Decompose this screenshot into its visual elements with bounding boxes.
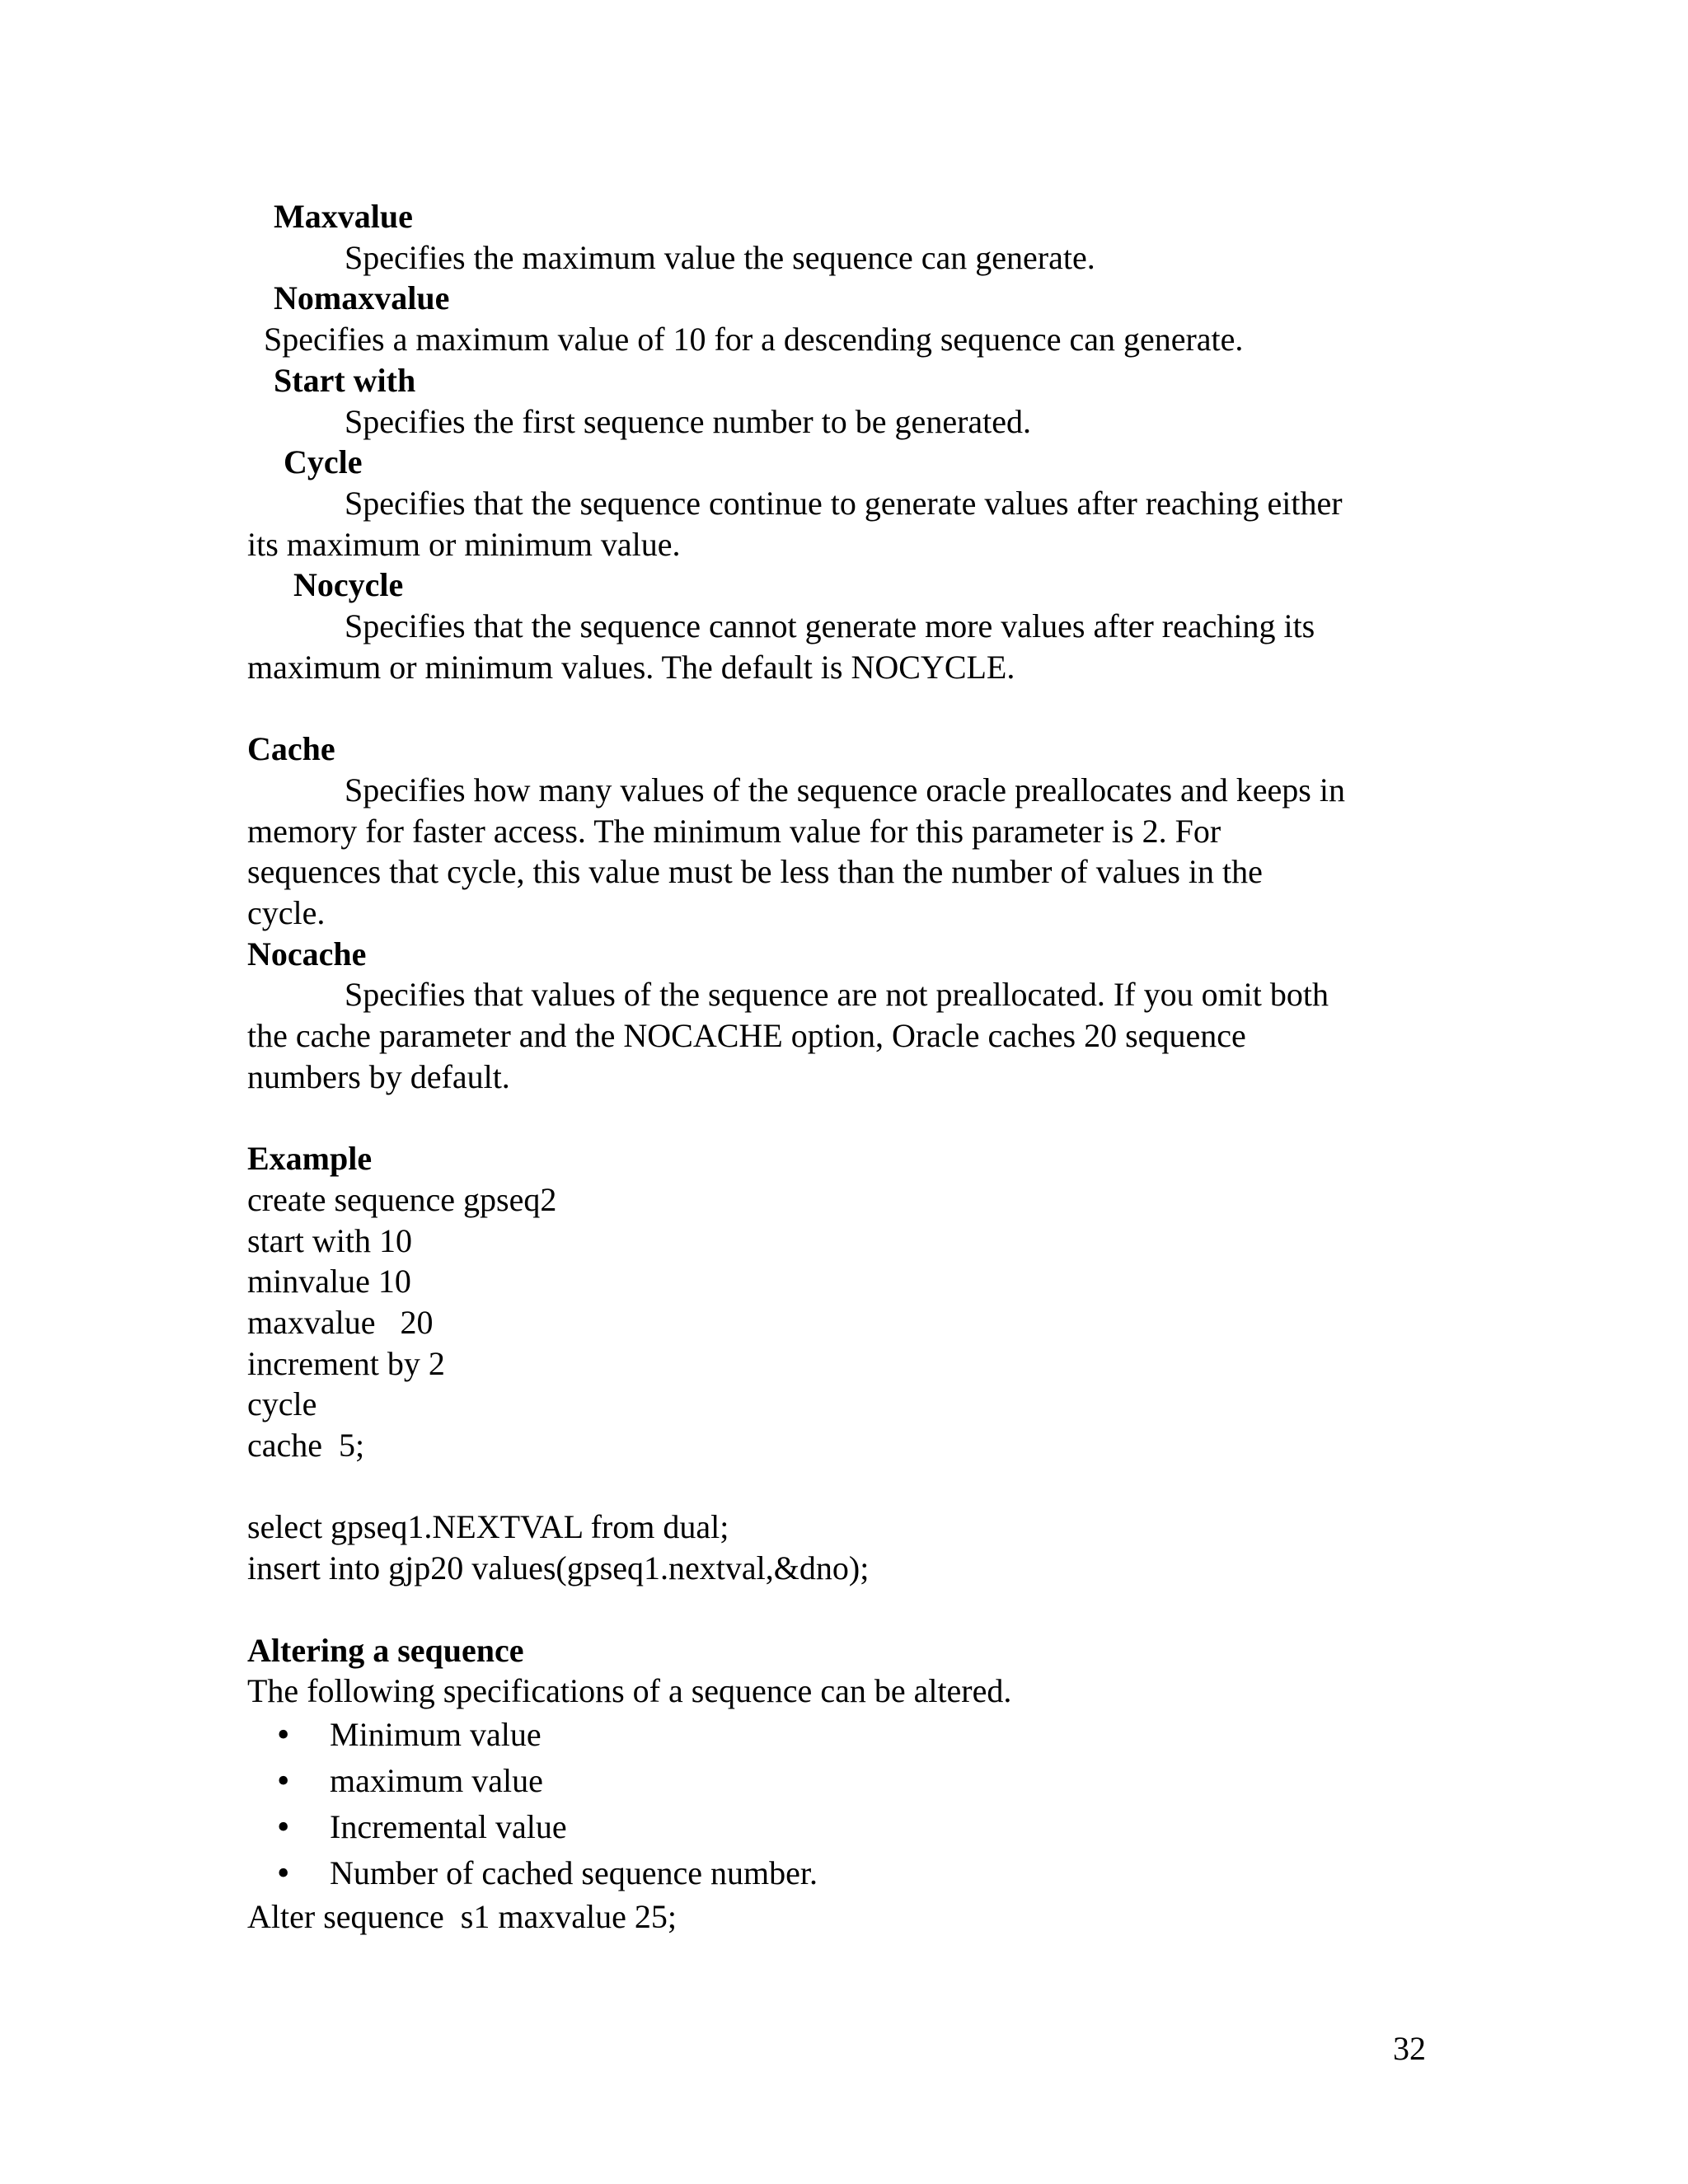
example-code-line: create sequence gpseq2: [247, 1180, 557, 1218]
altering-intro: The following specifications of a sequence can be altered.: [247, 1672, 1012, 1710]
nomaxvalue-heading: Nomaxvalue: [274, 279, 450, 317]
cache-heading: Cache: [247, 730, 335, 768]
insert-query: insert into gjp20 values(gpseq1.nextval,&dno);: [247, 1549, 870, 1587]
nocycle-description-line1: Specifies that the sequence cannot generate more values after reaching its: [345, 607, 1315, 645]
cycle-description-line2: its maximum or minimum value.: [247, 525, 681, 563]
nocache-description-line2: the cache parameter and the NOCACHE option, Oracle caches 20 sequence: [247, 1017, 1246, 1055]
example-code-line: cache 5;: [247, 1427, 365, 1465]
cache-description-line1: Specifies how many values of the sequence oracle preallocates and keeps in: [345, 771, 1345, 808]
spacer: [247, 1466, 1434, 1507]
nocycle-description-line2: maximum or minimum values. The default is NOCYCLE.: [247, 648, 1015, 686]
spacer: [247, 1097, 1434, 1138]
start-with-heading: Start with: [274, 361, 416, 399]
list-item: • Minimum value: [247, 1712, 1434, 1758]
alter-statement: Alter sequence s1 maxvalue 25;: [247, 1897, 677, 1935]
cache-description-line4: cycle.: [247, 893, 326, 931]
page-content: [247, 196, 1434, 1938]
cache-description-line3: sequences that cycle, this value must be less than the number of values in the: [247, 853, 1263, 891]
cycle-heading: Cycle: [284, 443, 363, 481]
page-number: 32: [1393, 2030, 1426, 2067]
altering-heading: Altering a sequence: [247, 1631, 524, 1669]
list-item: • Incremental value: [247, 1804, 1434, 1850]
nocache-description-line1: Specifies that values of the sequence are not preallocated. If you omit both: [345, 976, 1329, 1014]
list-item: • Number of cached sequence number.: [247, 1850, 1434, 1896]
maxvalue-heading: Maxvalue: [274, 198, 413, 235]
select-query: select gpseq1.NEXTVAL from dual;: [247, 1508, 729, 1546]
spacer: [247, 687, 1434, 729]
list-item: • maximum value: [247, 1758, 1434, 1804]
example-code-line: maxvalue 20: [247, 1303, 434, 1341]
nocache-description-line3: numbers by default.: [247, 1057, 510, 1095]
example-heading: Example: [247, 1140, 373, 1178]
cycle-description-line1: Specifies that the sequence continue to generate values after reaching either: [345, 484, 1343, 522]
example-code-line: start with 10: [247, 1221, 412, 1259]
spacer: [247, 1589, 1434, 1630]
nocache-heading: Nocache: [247, 935, 367, 972]
nomaxvalue-description: Specifies a maximum value of 10 for a descending sequence can generate.: [264, 321, 1244, 359]
nocycle-heading: Nocycle: [293, 566, 404, 604]
maxvalue-description: Specifies the maximum value the sequence can generate.: [345, 238, 1095, 276]
example-code-line: cycle: [247, 1385, 317, 1423]
cache-description-line2: memory for faster access. The minimum value for this parameter is 2. For: [247, 812, 1221, 850]
example-code-line: increment by 2: [247, 1344, 445, 1382]
alterable-specs-list: [247, 1712, 1434, 1896]
example-code-line: minvalue 10: [247, 1263, 411, 1301]
start-with-description: Specifies the first sequence number to be generated.: [345, 402, 1032, 440]
